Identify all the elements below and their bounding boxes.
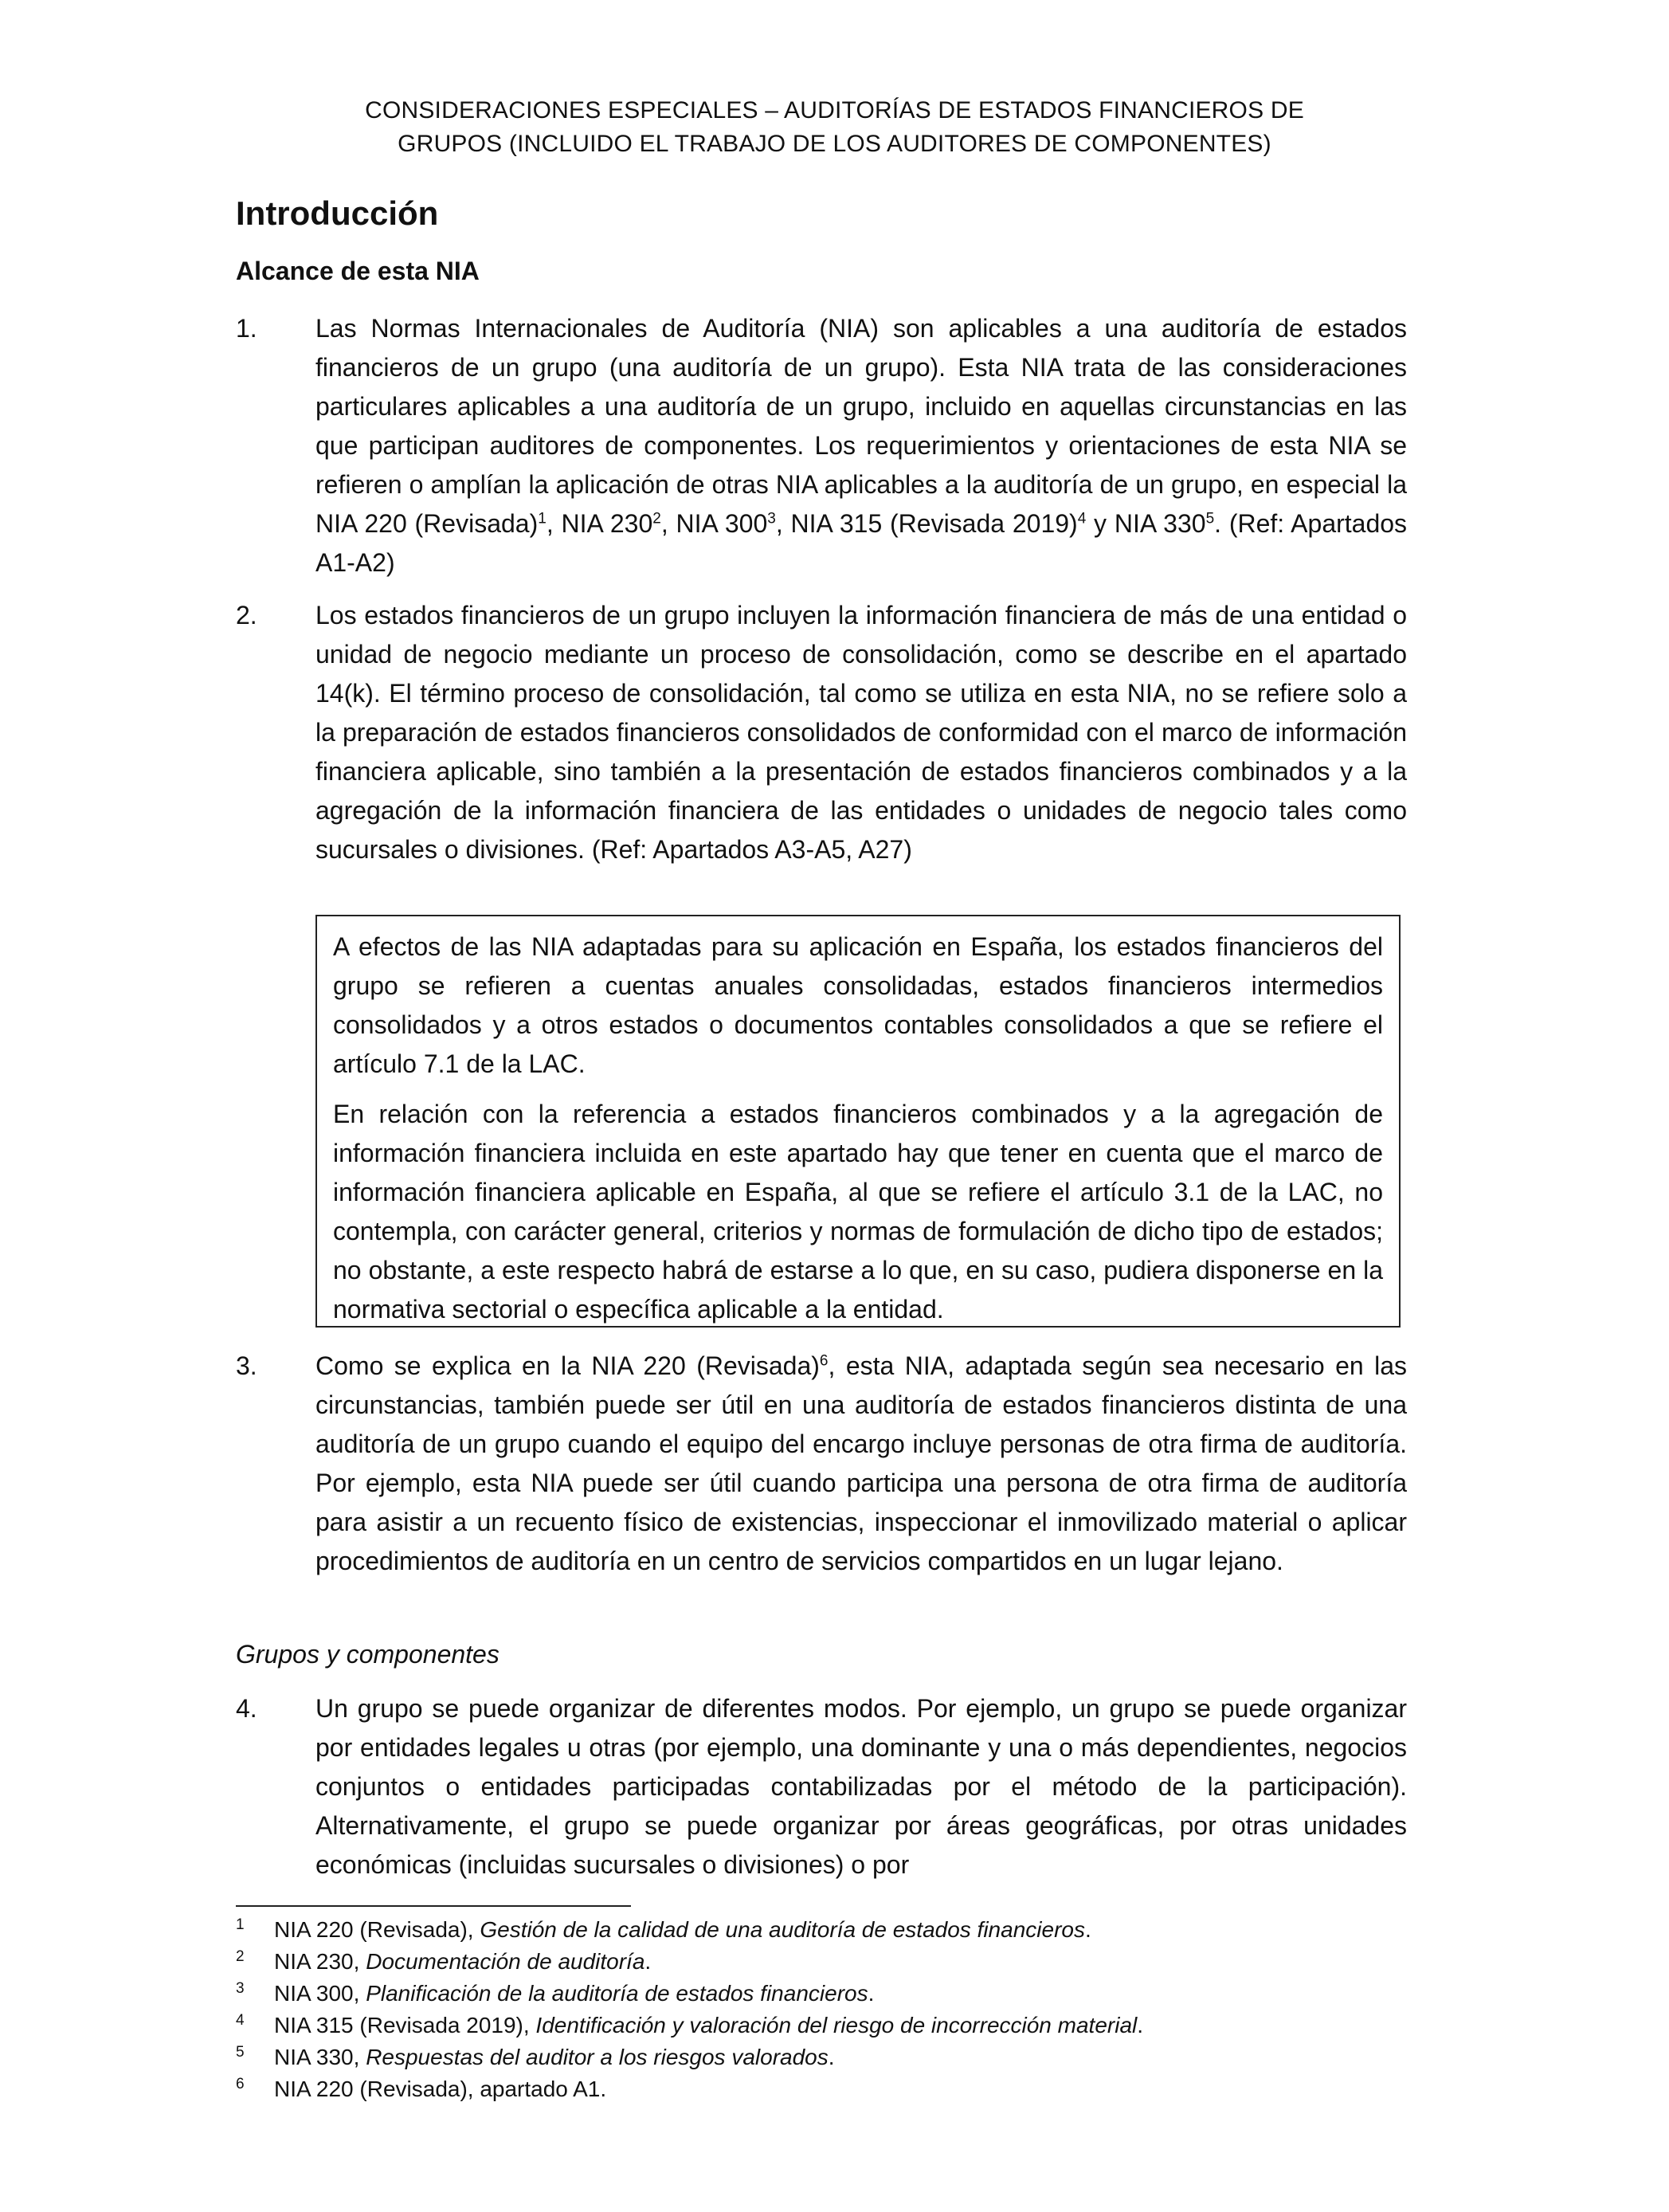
paragraph-number: 4. <box>236 1694 257 1723</box>
text-run: Las Normas Internacionales de Auditoría (NIA) son aplicables a una auditoría de estados financieros de un grupo (una auditoría de un grupo). Esta NIA trata de las consideraciones particulares aplicables a una auditoría de un grupo, incluido en aquellas circunstancias en las que participan auditores de componentes. Los requerimientos y orientaciones de esta NIA se refieren o amplían la aplicación de otras NIA aplicables a la auditoría de un grupo, en especial la NIA 220 (Revisada) <box>315 314 1407 538</box>
footnote-text: NIA 315 (Revisada 2019), Identificación y valoración del riesgo de incorrección material. <box>274 2013 1144 2037</box>
footnote-number: 2 <box>236 1948 245 1965</box>
paragraph-number: 3. <box>236 1351 257 1380</box>
paragraph-number: 2. <box>236 601 257 629</box>
paragraph-3 <box>236 1347 1407 1581</box>
subheading-groups-components: Grupos y componentes <box>236 1640 500 1669</box>
text-run: , NIA 230 <box>546 509 653 538</box>
footnote-number: 1 <box>236 1916 245 1933</box>
running-header-line-2: GRUPOS (INCLUIDO EL TRABAJO DE LOS AUDITORES DE COMPONENTES) <box>398 131 1271 157</box>
footnote-4 <box>236 2010 1407 2041</box>
footnote-separator <box>236 1905 631 1907</box>
footnote-number: 4 <box>236 2012 245 2029</box>
paragraph-1 <box>236 309 1407 582</box>
footnote-1 <box>236 1914 1407 1946</box>
footnote-6 <box>236 2073 1407 2105</box>
paragraph-text: Un grupo se puede organizar de diferentes modos. Por ejemplo, un grupo se puede organizar por entidades legales u otras (por ejemplo, una dominante y una o más dependientes, negocios conjuntos o entidades participadas contabilizadas por el método de la participación). Alternativamente, el grupo se puede organizar por áreas geográficas, por otras unidades económicas (incluidas sucursales o divisiones) o por <box>315 1694 1407 1879</box>
footnote-ref[interactable]: 1 <box>538 510 547 528</box>
paragraph-text <box>315 309 1407 582</box>
footnote-text: NIA 220 (Revisada), Gestión de la calidad de una auditoría de estados financieros. <box>274 1917 1091 1942</box>
footnote-ref[interactable]: 2 <box>652 510 661 528</box>
text-run: Como se explica en la NIA 220 (Revisada) <box>315 1351 820 1380</box>
footnote-text: NIA 330, Respuestas del auditor a los riesgos valorados. <box>274 2045 835 2069</box>
paragraph-number: 1. <box>236 314 257 343</box>
text-run: , NIA 300 <box>660 509 768 538</box>
paragraph-text <box>315 1347 1407 1581</box>
footnote-number: 5 <box>236 2044 245 2061</box>
text-run: , esta NIA, adaptada según sea necesario en las circunstancias, también puede ser útil en una auditoría de estados financieros distinta de una auditoría de un grupo cuando el equipo del encargo incluye personas de otra firma de auditoría. Por ejemplo, esta NIA puede ser útil cuando participa una persona de otra firma de auditoría para asistir a un recuento físico de existencias, inspeccionar el inmovilizado material o aplicar procedimientos de auditoría en un centro de servicios compartidos en un lugar lejano. <box>315 1351 1408 1575</box>
footnote-ref[interactable]: 5 <box>1205 510 1215 528</box>
text-run: y NIA 330 <box>1086 509 1206 538</box>
running-header-line-1: CONSIDERACIONES ESPECIALES – AUDITORÍAS DE ESTADOS FINANCIEROS DE <box>365 97 1304 124</box>
box-paragraph-2: En relación con la referencia a estados financieros combinados y a la agregación de información financiera incluida en este apartado hay que tener en cuenta que el marco de información financiera aplicable en España, al que se refiere el artículo 3.1 de la LAC, no contempla, con carácter general, criterios y normas de formulación de dicho tipo de estados; no obstante, a este respecto habrá de estarse a lo que, en su caso, pudiera disponerse en la normativa sectorial o específica aplicable a la entidad. <box>333 1100 1383 1324</box>
footnotes <box>236 1914 1407 2105</box>
subheading-scope: Alcance de esta NIA <box>236 257 480 285</box>
footnote-text: NIA 230, Documentación de auditoría. <box>274 1949 652 1974</box>
paragraph-4 <box>236 1689 1407 1885</box>
spain-adaptation-box <box>315 915 1401 1328</box>
paragraph-2 <box>236 596 1407 869</box>
footnote-ref[interactable]: 6 <box>819 1352 829 1370</box>
footnote-3 <box>236 1978 1407 2010</box>
footnote-number: 3 <box>236 1980 245 1997</box>
footnote-text: NIA 300, Planificación de la auditoría de estados financieros. <box>274 1981 875 2006</box>
footnote-2 <box>236 1946 1407 1978</box>
text-run: , NIA 315 (Revisada 2019) <box>775 509 1078 538</box>
paragraph-text: Los estados financieros de un grupo incluyen la información financiera de más de una entidad o unidad de negocio mediante un proceso de consolidación, como se describe en el apartado 14(k). El término proceso de consolidación, tal como se utiliza en esta NIA, no se refiere solo a la preparación de estados financieros consolidados de conformidad con el marco de información financiera aplicable, sino también a la presentación de estados financieros combinados y a la agregación de la información financiera de las entidades o unidades de negocio tales como sucursales o divisiones. (Ref: Apartados A3-A5, A27) <box>315 601 1407 864</box>
footnote-5 <box>236 2041 1407 2073</box>
text-run: . (Ref: Apartados A1-A2) <box>315 509 1408 577</box>
running-header <box>0 94 1669 161</box>
footnote-text: NIA 220 (Revisada), apartado A1. <box>274 2077 607 2101</box>
footnote-number: 6 <box>236 2076 245 2092</box>
footnote-ref[interactable]: 3 <box>767 510 776 528</box>
footnote-ref[interactable]: 4 <box>1077 510 1087 528</box>
section-heading-introduction: Introducción <box>236 194 439 232</box>
box-paragraph-1: A efectos de las NIA adaptadas para su aplicación en España, los estados financieros del grupo se refieren a cuentas anuales consolidadas, estados financieros intermedios consolidados y a otros estados o documentos contables consolidados a que se refiere el artículo 7.1 de la LAC. <box>333 932 1383 1078</box>
